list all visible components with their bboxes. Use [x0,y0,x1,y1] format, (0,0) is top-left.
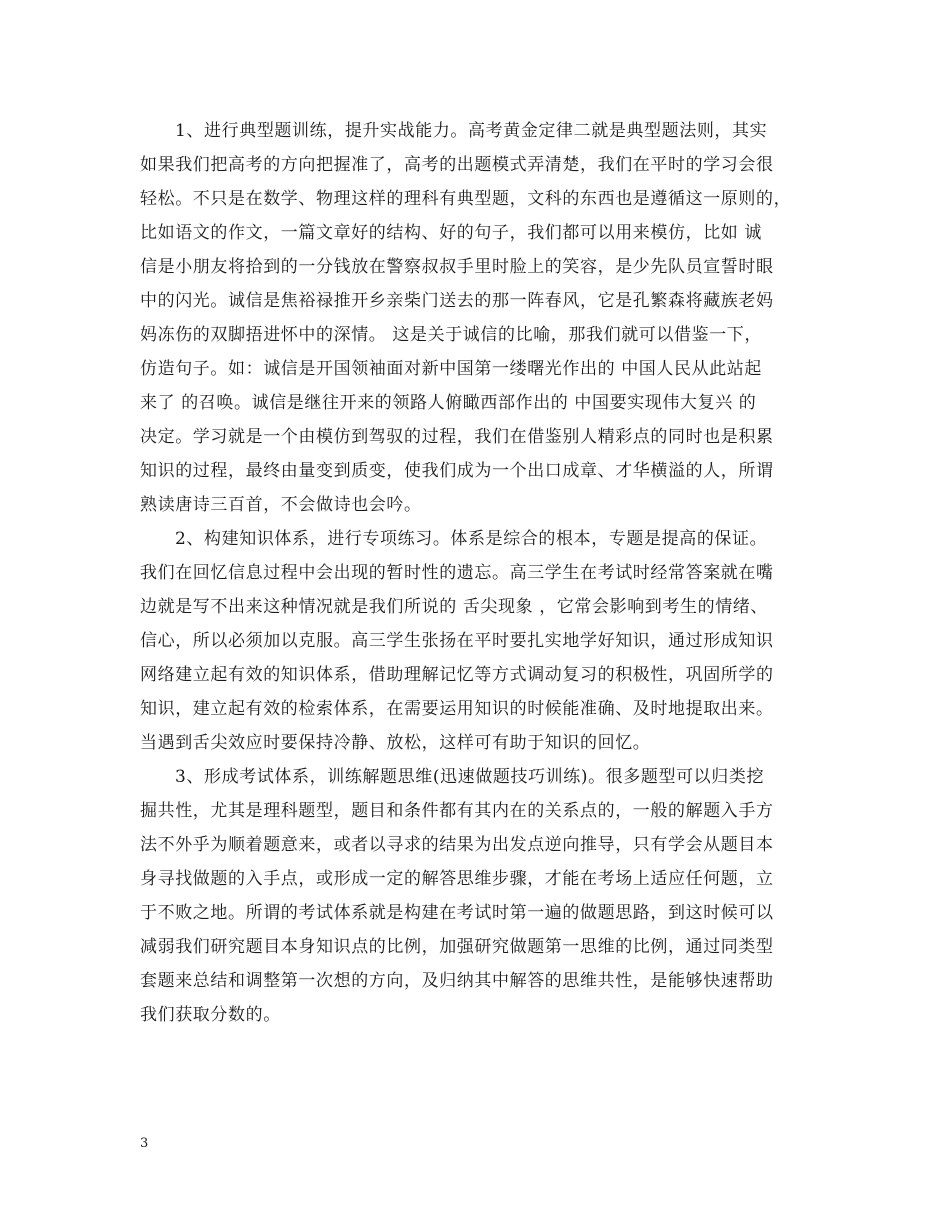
text-line: 我们在回忆信息过程中会出现的暂时性的遗忘。高三学生在考试时经常答案就在嘴 [140,563,774,583]
text-line: 法不外乎为顺着题意来，或者以寻求的结果为出发点逆向推导，只有学会从题目本 [140,835,774,855]
text-line: 1、进行典型题训练，提升实战能力。高考黄金定律二就是典型题法则，其实 [175,121,768,141]
text-line: 来了 的召唤。诚信是继往开来的领路人俯瞰西部作出的 中国要实现伟大复兴 的 [140,393,757,413]
text-line: 熟读唐诗三百首，不会做诗也会吟。 [140,495,422,515]
text-line: 网络建立起有效的知识体系，借助理解记忆等方式调动复习的积极性，巩固所学的 [140,665,774,685]
text-line: 知识，建立起有效的检索体系，在需要运用知识的时候能准确、及时地提取出来。 [140,699,774,719]
text-line: 知识的过程，最终由量变到质变，使我们成为一个出口成章、才华横溢的人，所谓 [140,461,774,481]
text-line: 中的闪光。诚信是焦裕禄推开乡亲柴门送去的那一阵春风，它是孔繁森将藏族老妈 [140,291,774,311]
text-line: 信心，所以必须加以克服。高三学生张扬在平时要扎实地学好知识，通过形成知识 [140,631,774,651]
text-line: 身寻找做题的入手点，或形成一定的解答思维步骤，才能在考场上适应任何题，立 [140,869,774,889]
text-line: 比如语文的作文，一篇文章好的结构、好的句子，我们都可以用来模仿，比如 诚 [140,223,763,243]
text-line: 掘共性，尤其是理科题型，题目和条件都有其内在的关系点的，一般的解题入手方 [140,801,774,821]
text-line: 仿造句子。如：诚信是开国领袖面对新中国第一缕曙光作出的 中国人民从此站起 [140,359,763,379]
document-body [140,114,820,1032]
page-number: 3 [140,1136,149,1151]
text-line: 套题来总结和调整第一次想的方向，及归纳其中解答的思维共性，是能够快速帮助 [140,971,774,991]
text-line: 2、构建知识体系，进行专项练习。体系是综合的根本，专题是提高的保证。 [175,529,768,549]
paragraph-3 [140,760,820,1032]
text-line: 轻松。不只是在数学、物理这样的理科有典型题，文科的东西也是遵循这一原则的， [140,189,792,209]
text-line: 如果我们把高考的方向把握准了，高考的出题模式弄清楚，我们在平时的学习会很 [140,155,774,175]
paragraph-1 [140,114,820,522]
text-line: 3、形成考试体系，训练解题思维(迅速做题技巧训练)。很多题型可以归类挖 [175,767,765,787]
paragraph-2 [140,522,820,760]
text-line: 我们获取分数的。 [140,1005,281,1025]
text-line: 于不败之地。所谓的考试体系就是构建在考试时第一遍的做题思路，到这时候可以 [140,903,774,923]
text-line: 妈冻伤的双脚捂进怀中的深情。 这是关于诚信的比喻，那我们就可以借鉴一下， [140,325,763,345]
text-line: 当遇到舌尖效应时要保持冷静、放松，这样可有助于知识的回忆。 [140,733,651,753]
text-line: 信是小朋友将拾到的一分钱放在警察叔叔手里时脸上的笑容，是少先队员宣誓时眼 [140,257,774,277]
text-line: 减弱我们研究题目本身知识点的比例，加强研究做题第一思维的比例，通过同类型 [140,937,774,957]
text-line: 决定。学习就是一个由模仿到驾驭的过程，我们在借鉴别人精彩点的同时也是积累 [140,427,774,447]
text-line: 边就是写不出来这种情况就是我们所说的 舌尖现象 ，它常会影响到考生的情绪、 [140,597,769,617]
